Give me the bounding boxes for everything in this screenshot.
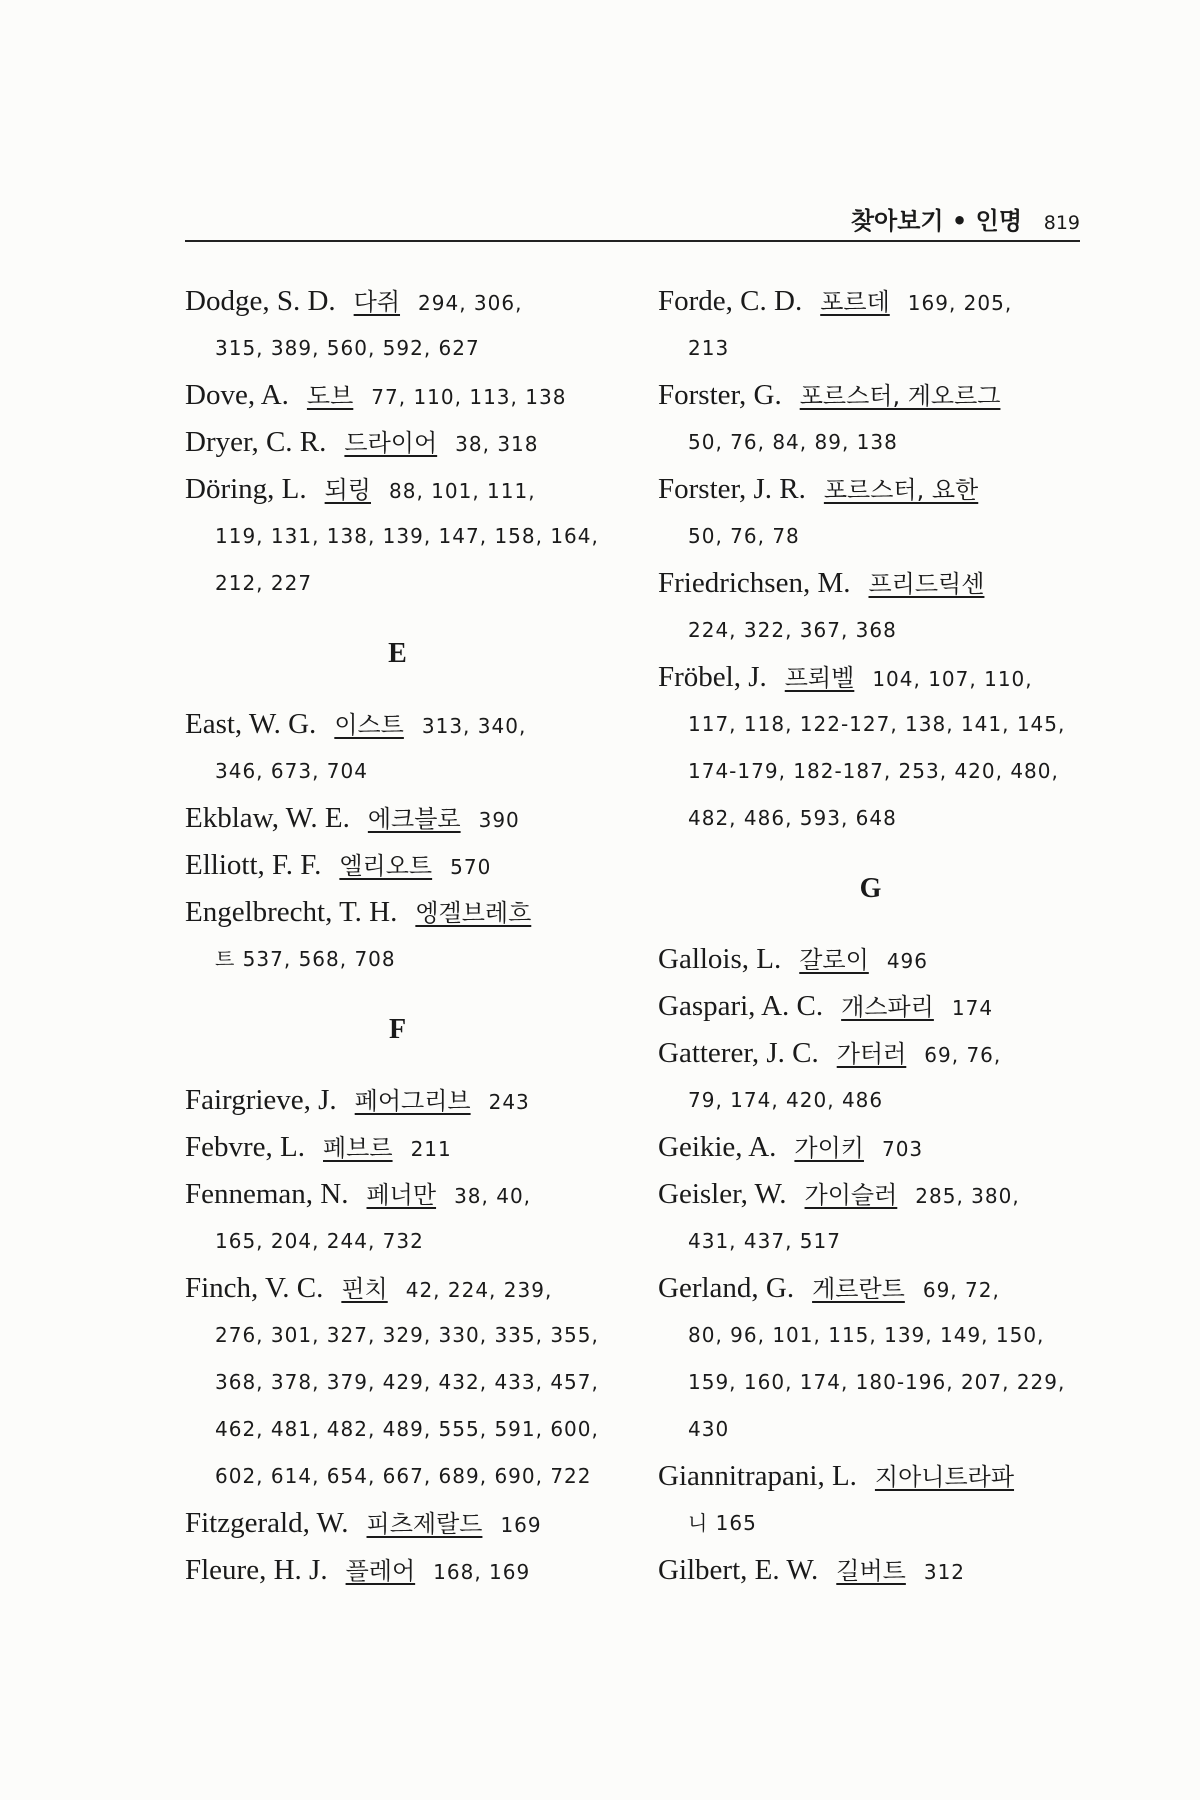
entry-korean-name: 프리드릭센 <box>868 570 985 598</box>
entry-group-f <box>185 1077 610 1594</box>
entry-pages: 88, 101, 111, <box>389 479 536 503</box>
entry-name: Fairgrieve, J. <box>185 1084 337 1116</box>
entry-name: Fröbel, J. <box>658 661 767 693</box>
entry-name: Gerland, G. <box>658 1272 795 1304</box>
entry-name: Gallois, L. <box>658 943 782 975</box>
index-entry <box>185 466 610 607</box>
entry-korean-name: 페브르 <box>323 1134 393 1162</box>
entry-main-line <box>658 983 1083 1030</box>
entry-korean-name: 포르데 <box>820 288 890 316</box>
entry-continuation: 165, 204, 244, 732 <box>215 1229 424 1253</box>
entry-continuation: 213 <box>688 336 730 360</box>
entry-korean-name: 엥겔브레흐 <box>415 899 532 927</box>
index-entry <box>658 654 1083 842</box>
index-entry <box>185 701 610 795</box>
entry-korean-name: 가이키 <box>794 1134 864 1162</box>
entry-korean-name: 가터러 <box>836 1040 907 1068</box>
entry-pages: 168, 169 <box>433 1560 531 1584</box>
entry-pages: 169 <box>500 1513 542 1537</box>
entry-group-g <box>658 936 1083 1594</box>
entry-main-line <box>185 1171 610 1218</box>
entry-name: Dryer, C. R. <box>185 426 327 458</box>
entry-korean-name: 핀치 <box>341 1275 388 1303</box>
index-entry <box>185 1265 610 1500</box>
entry-korean-name: 되링 <box>324 476 371 504</box>
entry-pages: 211 <box>410 1137 452 1161</box>
entry-continuation: 430 <box>688 1417 730 1441</box>
entry-continuation: 462, 481, 482, 489, 555, 591, 600, <box>215 1417 599 1441</box>
index-entry <box>658 936 1083 983</box>
index-entry <box>658 466 1083 560</box>
running-header <box>185 200 1080 242</box>
entry-group-f-cont <box>658 278 1083 842</box>
entry-pages: 390 <box>478 808 520 832</box>
entry-name: Friedrichsen, M. <box>658 567 851 599</box>
entry-continuation: 224, 322, 367, 368 <box>688 618 897 642</box>
entry-main-line <box>658 1030 1083 1077</box>
entry-main-line <box>658 372 1083 419</box>
entry-name: Geisler, W. <box>658 1178 787 1210</box>
entry-main-line <box>658 654 1083 701</box>
entry-name: Giannitrapani, L. <box>658 1460 857 1492</box>
entry-main-line <box>658 1547 1083 1594</box>
entry-korean-name: 포르스터, 게오르그 <box>799 382 1001 410</box>
entry-korean-name: 페어그리브 <box>354 1087 471 1115</box>
entry-korean-name: 개스파리 <box>841 993 934 1021</box>
index-entry <box>658 1171 1083 1265</box>
page-number: 819 <box>1043 212 1080 234</box>
entry-continuation: 50, 76, 84, 89, 138 <box>688 430 898 454</box>
entry-main-line <box>658 1265 1083 1312</box>
entry-main-line <box>185 372 610 419</box>
index-entry <box>658 1030 1083 1124</box>
index-entry <box>185 1547 610 1594</box>
index-entry <box>185 795 610 842</box>
entry-continuation: 346, 673, 704 <box>215 759 368 783</box>
index-entry <box>658 372 1083 466</box>
index-entry <box>658 1453 1083 1547</box>
entry-continuation: 174-179, 182-187, 253, 420, 480, <box>688 759 1059 783</box>
entry-main-line <box>658 1171 1083 1218</box>
entry-korean-name: 길버트 <box>836 1557 906 1585</box>
entry-pages: 42, 224, 239, <box>405 1278 553 1302</box>
index-entry <box>658 983 1083 1030</box>
entry-continuation: 315, 389, 560, 592, 627 <box>215 336 480 360</box>
index-entry <box>185 1077 610 1124</box>
entry-name: Forster, G. <box>658 379 782 411</box>
entry-main-line <box>658 1124 1083 1171</box>
entry-main-line <box>185 1124 610 1171</box>
index-entry <box>658 278 1083 372</box>
entry-korean-name: 지아니트라파 <box>874 1463 1015 1491</box>
entry-name: Ekblaw, W. E. <box>185 802 350 834</box>
index-entry <box>185 278 610 372</box>
left-column <box>185 278 610 1594</box>
entry-korean-name: 플레어 <box>345 1557 416 1585</box>
entry-name: Geikie, A. <box>658 1131 777 1163</box>
entry-korean-name: 이스트 <box>334 711 404 739</box>
entry-main-line <box>185 889 610 936</box>
entry-korean-name: 피츠제랄드 <box>366 1510 483 1538</box>
entry-continuation: 80, 96, 101, 115, 139, 149, 150, <box>688 1323 1045 1347</box>
index-entry <box>185 842 610 889</box>
entry-continuation: 117, 118, 122-127, 138, 141, 145, <box>688 712 1066 736</box>
entry-pages: 104, 107, 110, <box>872 667 1033 691</box>
entry-main-line <box>185 466 610 513</box>
entry-main-line <box>658 936 1083 983</box>
entry-name: Febvre, L. <box>185 1131 305 1163</box>
index-entry <box>658 560 1083 654</box>
entry-korean-name: 드라이어 <box>344 429 438 457</box>
entry-pages: 496 <box>886 949 928 973</box>
entry-pages: 285, 380, <box>915 1184 1020 1208</box>
index-entry <box>185 1171 610 1265</box>
entry-name: Finch, V. C. <box>185 1272 324 1304</box>
entry-name: Forster, J. R. <box>658 473 806 505</box>
index-entry <box>185 889 610 983</box>
entry-name: Elliott, F. F. <box>185 849 322 881</box>
entry-group-d <box>185 278 610 607</box>
entry-name: Dodge, S. D. <box>185 285 336 317</box>
entry-pages: 174 <box>951 996 994 1020</box>
entry-pages: 69, 76, <box>924 1043 1002 1067</box>
entry-continuation: 276, 301, 327, 329, 330, 335, 355, <box>215 1323 599 1347</box>
entry-korean-name: 페너만 <box>366 1181 437 1209</box>
entry-main-line <box>185 701 610 748</box>
entry-name: Forde, C. D. <box>658 285 803 317</box>
entry-main-line <box>185 1265 610 1312</box>
entry-continuation: 니 165 <box>688 1511 757 1535</box>
index-entry <box>185 1500 610 1547</box>
index-entry <box>658 1547 1083 1594</box>
entry-korean-name: 갈로이 <box>799 946 869 974</box>
entry-pages: 294, 306, <box>418 291 523 315</box>
entry-main-line <box>185 1547 610 1594</box>
entry-main-line <box>185 419 610 466</box>
entry-name: Fitzgerald, W. <box>185 1507 349 1539</box>
entry-continuation: 79, 174, 420, 486 <box>688 1088 884 1112</box>
right-column <box>658 278 1083 1594</box>
index-entry <box>185 1124 610 1171</box>
entry-group-e <box>185 701 610 983</box>
entry-main-line <box>658 560 1083 607</box>
entry-name: Engelbrecht, T. H. <box>185 896 398 928</box>
entry-korean-name: 에크블로 <box>367 805 461 833</box>
entry-name: Gilbert, E. W. <box>658 1554 819 1586</box>
index-entry <box>658 1124 1083 1171</box>
entry-continuation: 119, 131, 138, 139, 147, 158, 164, <box>215 524 599 548</box>
entry-continuation: 159, 160, 174, 180-196, 207, 229, <box>688 1370 1066 1394</box>
entry-name: East, W. G. <box>185 708 317 740</box>
index-entry <box>185 372 610 419</box>
entry-korean-name: 포르스터, 요한 <box>823 476 979 504</box>
entry-main-line <box>185 1500 610 1547</box>
entry-main-line <box>658 466 1083 513</box>
entry-continuation: 50, 76, 78 <box>688 524 800 548</box>
entry-korean-name: 프뢰벨 <box>784 664 855 692</box>
entry-name: Döring, L. <box>185 473 307 505</box>
entry-pages: 243 <box>488 1090 530 1114</box>
entry-pages: 703 <box>881 1137 924 1161</box>
entry-korean-name: 다쥐 <box>353 288 401 316</box>
header-title: 찾아보기 • 인명 <box>850 207 1022 235</box>
entry-main-line <box>185 795 610 842</box>
entry-main-line <box>658 1453 1083 1500</box>
entry-korean-name: 도브 <box>306 382 354 410</box>
entry-continuation: 212, 227 <box>215 571 313 595</box>
entry-pages: 313, 340, <box>421 714 527 738</box>
entry-name: Gatterer, J. C. <box>658 1037 819 1069</box>
entry-korean-name: 게르란트 <box>812 1275 905 1303</box>
index-entry <box>185 419 610 466</box>
letter-heading-e: E <box>388 638 407 669</box>
entry-continuation: 602, 614, 654, 667, 689, 690, 722 <box>215 1464 592 1488</box>
entry-name: Gaspari, A. C. <box>658 990 824 1022</box>
entry-korean-name: 엘리오트 <box>339 852 433 880</box>
letter-heading-f: F <box>388 1014 407 1045</box>
entry-main-line <box>185 1077 610 1124</box>
entry-name: Fenneman, N. <box>185 1178 349 1210</box>
entry-main-line <box>658 278 1083 325</box>
entry-name: Dove, A. <box>185 379 289 411</box>
entry-pages: 312 <box>923 1560 966 1584</box>
letter-heading-g: G <box>859 873 882 904</box>
entry-pages: 570 <box>450 855 492 879</box>
entry-name: Fleure, H. J. <box>185 1554 328 1586</box>
index-entry <box>658 1265 1083 1453</box>
entry-pages: 169, 205, <box>907 291 1013 315</box>
entry-continuation: 트 537, 568, 708 <box>215 947 396 971</box>
entry-pages: 38, 40, <box>454 1184 532 1208</box>
entry-pages: 77, 110, 113, 138 <box>371 385 567 409</box>
entry-continuation: 431, 437, 517 <box>688 1229 841 1253</box>
entry-continuation: 482, 486, 593, 648 <box>688 806 897 830</box>
entry-continuation: 368, 378, 379, 429, 432, 433, 457, <box>215 1370 599 1394</box>
entry-pages: 38, 318 <box>455 432 539 456</box>
entry-pages: 69, 72, <box>922 1278 1000 1302</box>
entry-main-line <box>185 842 610 889</box>
entry-korean-name: 가이슬러 <box>804 1181 898 1209</box>
entry-main-line <box>185 278 610 325</box>
